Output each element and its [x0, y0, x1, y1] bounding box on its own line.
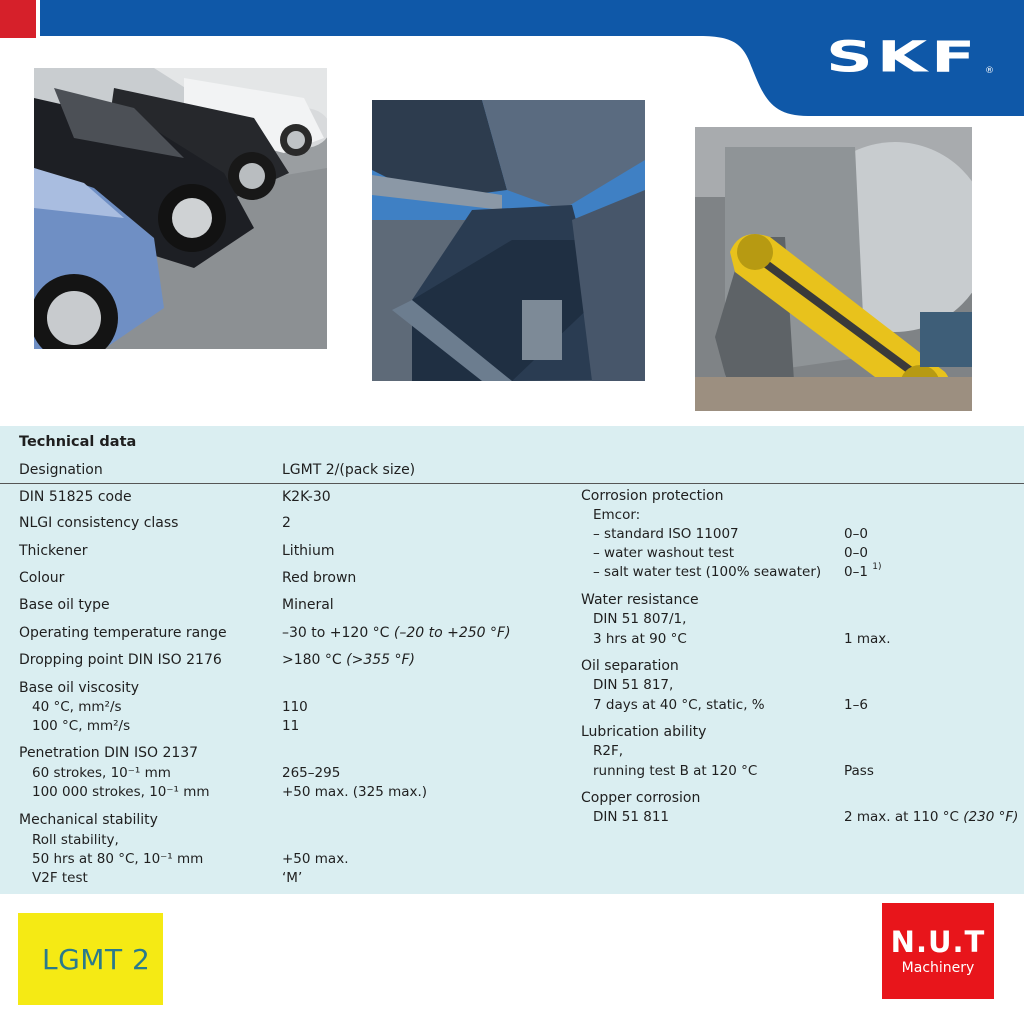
left-row-label: Base oil type: [19, 597, 110, 613]
left-row-value: 2: [282, 515, 291, 531]
mechanical-label: Mechanical stability: [19, 812, 158, 828]
left-row-label: Colour: [19, 570, 65, 586]
corrosion-row-value: 0–0: [844, 526, 868, 542]
conveyor-photo: [372, 100, 645, 381]
oil-sep-row-label: 7 days at 40 °C, static, %: [593, 697, 765, 713]
viscosity-row-label: 100 °C, mm²/s: [32, 718, 131, 734]
copper-row-label: DIN 51 811: [593, 809, 670, 825]
oil-sep-row-value: 1–6: [844, 697, 868, 713]
left-row-label: Dropping point DIN ISO 2176: [19, 652, 222, 668]
lubrication-row-label: running test B at 120 °C: [593, 763, 758, 779]
viscosity-row-value: 11: [282, 718, 300, 734]
corrosion-row-label: – water washout test: [593, 545, 735, 561]
conveyor-belt-image: [372, 100, 645, 381]
product-label: LGMT 2: [42, 943, 151, 976]
skf-logo: SKF: [826, 32, 980, 82]
product-label-box: [18, 913, 163, 1005]
dealer-subtitle: Machinery: [901, 960, 975, 976]
lubrication-label: Lubrication ability: [581, 724, 707, 740]
oil-sep-row-label: DIN 51 817,: [593, 677, 674, 693]
dealer-logo: [882, 903, 994, 999]
penetration-row-value: +50 max. (325 max.): [282, 784, 428, 800]
left-row-value: K2K-30: [282, 489, 331, 505]
water-row-label: 3 hrs at 90 °C: [593, 631, 687, 647]
left-row-label: Thickener: [19, 543, 88, 559]
viscosity-label: Base oil viscosity: [19, 680, 140, 696]
left-row-label: NLGI consistency class: [19, 515, 179, 531]
corrosion-row-value: 0–1 $^{1)}$: [844, 562, 882, 580]
left-row-value: >180 °C (>355 °F): [282, 652, 416, 668]
industrial-fan-belt-image: [695, 127, 972, 411]
water-row-value: 1 max.: [844, 631, 891, 647]
copper-corrosion-label: Copper corrosion: [581, 790, 701, 806]
fan-belt-photo: [695, 127, 972, 411]
left-row-label: Operating temperature range: [19, 625, 227, 641]
penetration-row-label: 60 strokes, 10⁻¹ mm: [32, 765, 171, 781]
lubrication-row-value: Pass: [844, 763, 874, 779]
copper-row-value: 2 max. at 110 °C (230 °F): [844, 809, 1019, 825]
designation-value: LGMT 2/(pack size): [282, 462, 416, 478]
header-rule: [0, 483, 1024, 484]
water-resistance-label: Water resistance: [581, 592, 699, 608]
corrosion-sub: Emcor:: [593, 507, 641, 523]
oil-separation-label: Oil separation: [581, 658, 679, 674]
viscosity-row-value: 110: [282, 699, 308, 715]
technical-data-table: [0, 426, 1024, 894]
water-row-label: DIN 51 807/1,: [593, 611, 687, 627]
left-row-value: Mineral: [282, 597, 334, 613]
penetration-row-label: 100 000 strokes, 10⁻¹ mm: [32, 784, 210, 800]
penetration-row-value: 265–295: [282, 765, 341, 781]
corrosion-row-label: – salt water test (100% seawater): [593, 564, 822, 580]
left-row-value: Red brown: [282, 570, 357, 586]
parked-cars-image: [34, 68, 327, 349]
registered-mark: ®: [985, 66, 994, 76]
viscosity-row-label: 40 °C, mm²/s: [32, 699, 122, 715]
corrosion-label: Corrosion protection: [581, 488, 724, 504]
left-row-value: Lithium: [282, 543, 335, 559]
penetration-label: Penetration DIN ISO 2137: [19, 745, 199, 761]
left-row-label: DIN 51825 code: [19, 489, 132, 505]
corrosion-row-label: – standard ISO 11007: [593, 526, 739, 542]
mechanical-row-value: ‘M’: [282, 870, 303, 886]
left-row-value: –30 to +120 °C (–20 to +250 °F): [282, 625, 511, 641]
lubrication-row-label: R2F,: [593, 743, 624, 759]
mechanical-row-value: +50 max.: [282, 851, 349, 867]
table-title: Technical data: [19, 434, 137, 450]
mechanical-row-label: 50 hrs at 80 °C, 10⁻¹ mm: [32, 851, 204, 867]
cars-photo: [34, 68, 327, 349]
mechanical-row-label: V2F test: [32, 870, 88, 886]
mechanical-row-label: Roll stability,: [32, 832, 119, 848]
designation-label: Designation: [19, 462, 103, 478]
dealer-title: N.U.T: [890, 925, 986, 959]
footnote-mark: 1): [872, 562, 882, 572]
corrosion-row-value: 0–0: [844, 545, 868, 561]
